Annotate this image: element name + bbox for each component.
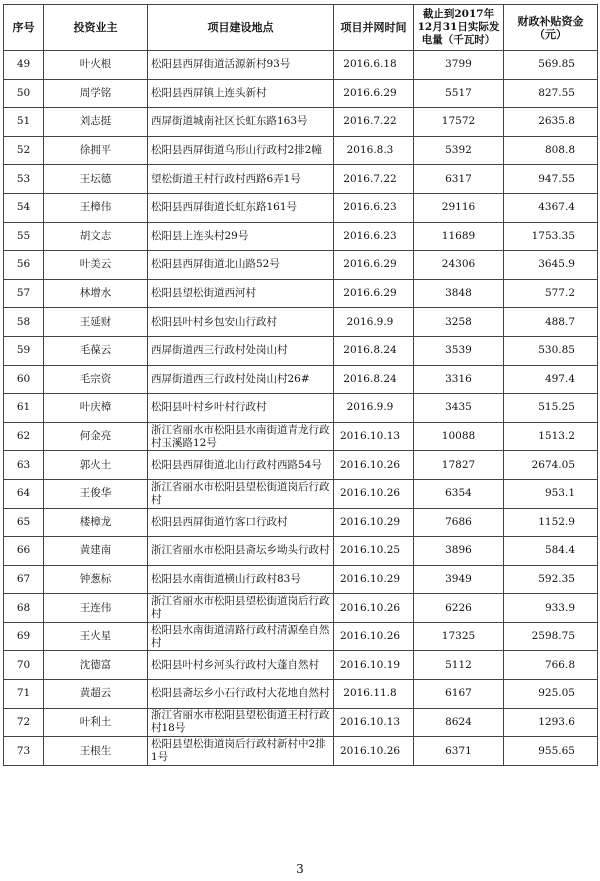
cell-location: 松阳县望松街道西河村 (148, 279, 334, 308)
table-row (4, 651, 598, 680)
cell-generation: 7686 (414, 508, 504, 537)
cell-subsidy: 953.1 (504, 479, 598, 508)
table-row (4, 537, 598, 566)
cell-location: 松阳县西屏街道竹客口行政村 (148, 508, 334, 537)
table-row (4, 365, 598, 394)
cell-subsidy: 2674.05 (504, 451, 598, 480)
cell-subsidy: 1513.2 (504, 422, 598, 451)
cell-generation: 10088 (414, 422, 504, 451)
cell-location: 松阳县西屏街道北山行政村西路54号 (148, 451, 334, 480)
cell-subsidy: 1152.9 (504, 508, 598, 537)
cell-location: 西屏街道城南社区长虹东路163号 (148, 108, 334, 137)
cell-location: 浙江省丽水市松阳县望松街道岗后行政村 (148, 594, 334, 623)
cell-seq: 62 (4, 422, 44, 451)
table-row (4, 451, 598, 480)
cell-seq: 65 (4, 508, 44, 537)
cell-generation: 3896 (414, 537, 504, 566)
table-row (4, 594, 598, 623)
cell-generation: 3258 (414, 308, 504, 337)
cell-subsidy: 497.4 (504, 365, 598, 394)
cell-subsidy: 4367.4 (504, 193, 598, 222)
subsidy-table (3, 4, 598, 766)
cell-generation: 8624 (414, 708, 504, 737)
cell-seq: 60 (4, 365, 44, 394)
cell-subsidy: 1753.35 (504, 222, 598, 251)
table-row (4, 708, 598, 737)
cell-seq: 68 (4, 594, 44, 623)
cell-seq: 70 (4, 651, 44, 680)
cell-subsidy: 530.85 (504, 336, 598, 365)
cell-investor: 叶利土 (44, 708, 148, 737)
header-subsidy: 财政补贴资金（元） (504, 5, 598, 51)
cell-investor: 叶火根 (44, 51, 148, 80)
cell-investor: 刘志挺 (44, 108, 148, 137)
cell-investor: 王连伟 (44, 594, 148, 623)
cell-grid-date: 2016.6.23 (334, 222, 414, 251)
table-row (4, 336, 598, 365)
cell-grid-date: 2016.9.9 (334, 394, 414, 423)
cell-generation: 5517 (414, 79, 504, 108)
cell-generation: 6354 (414, 479, 504, 508)
cell-subsidy: 515.25 (504, 394, 598, 423)
cell-seq: 56 (4, 251, 44, 280)
cell-seq: 73 (4, 737, 44, 766)
cell-subsidy: 955.65 (504, 737, 598, 766)
cell-seq: 52 (4, 136, 44, 165)
cell-location: 松阳县水南街道清路行政村清源垒自然村 (148, 622, 334, 651)
cell-location: 松阳县西屏街道北山路52号 (148, 251, 334, 280)
table-row (4, 165, 598, 194)
cell-generation: 17827 (414, 451, 504, 480)
table-body (4, 51, 598, 766)
cell-investor: 楼樟龙 (44, 508, 148, 537)
cell-investor: 周学铭 (44, 79, 148, 108)
cell-investor: 叶庆樟 (44, 394, 148, 423)
cell-generation: 6226 (414, 594, 504, 623)
cell-grid-date: 2016.6.29 (334, 279, 414, 308)
cell-investor: 毛宗资 (44, 365, 148, 394)
cell-seq: 50 (4, 79, 44, 108)
cell-location: 浙江省丽水市松阳县水南街道青龙行政村玉溪路12号 (148, 422, 334, 451)
cell-subsidy: 947.55 (504, 165, 598, 194)
cell-location: 浙江省丽水市松阳县望松街道王村行政村18号 (148, 708, 334, 737)
cell-generation: 17572 (414, 108, 504, 137)
cell-generation: 5392 (414, 136, 504, 165)
cell-investor: 王根生 (44, 737, 148, 766)
header-investor: 投资业主 (44, 5, 148, 51)
cell-location: 松阳县叶村乡包安山行政村 (148, 308, 334, 337)
cell-generation: 3848 (414, 279, 504, 308)
cell-seq: 59 (4, 336, 44, 365)
cell-seq: 58 (4, 308, 44, 337)
table-row (4, 394, 598, 423)
cell-investor: 林增水 (44, 279, 148, 308)
table-row (4, 422, 598, 451)
cell-seq: 61 (4, 394, 44, 423)
cell-grid-date: 2016.10.29 (334, 565, 414, 594)
cell-investor: 黄建南 (44, 537, 148, 566)
cell-seq: 66 (4, 537, 44, 566)
cell-location: 浙江省丽水市松阳县望松街道岗后行政村 (148, 479, 334, 508)
cell-investor: 郭火土 (44, 451, 148, 480)
cell-seq: 63 (4, 451, 44, 480)
cell-subsidy: 808.8 (504, 136, 598, 165)
cell-investor: 王樟伟 (44, 193, 148, 222)
cell-generation: 5112 (414, 651, 504, 680)
cell-location: 西屏街道西三行政村处岗山村 (148, 336, 334, 365)
cell-investor: 胡文志 (44, 222, 148, 251)
cell-grid-date: 2016.9.9 (334, 308, 414, 337)
cell-investor: 王坛德 (44, 165, 148, 194)
cell-grid-date: 2016.8.24 (334, 336, 414, 365)
cell-seq: 49 (4, 51, 44, 80)
cell-investor: 王火星 (44, 622, 148, 651)
table-row (4, 251, 598, 280)
table-row (4, 565, 598, 594)
cell-seq: 57 (4, 279, 44, 308)
cell-location: 松阳县斋坛乡小石行政村大花地自然村 (148, 680, 334, 709)
cell-grid-date: 2016.7.22 (334, 165, 414, 194)
cell-investor: 毛葆云 (44, 336, 148, 365)
cell-generation: 3539 (414, 336, 504, 365)
cell-subsidy: 569.85 (504, 51, 598, 80)
cell-grid-date: 2016.7.22 (334, 108, 414, 137)
table-row (4, 737, 598, 766)
cell-subsidy: 584.4 (504, 537, 598, 566)
cell-location: 望松街道王村行政村西路6弄1号 (148, 165, 334, 194)
cell-seq: 67 (4, 565, 44, 594)
cell-grid-date: 2016.10.26 (334, 451, 414, 480)
cell-grid-date: 2016.10.26 (334, 622, 414, 651)
cell-subsidy: 2598.75 (504, 622, 598, 651)
cell-subsidy: 577.2 (504, 279, 598, 308)
table-row (4, 193, 598, 222)
cell-location: 浙江省丽水市松阳县斋坛乡坳头行政村 (148, 537, 334, 566)
cell-generation: 3316 (414, 365, 504, 394)
cell-generation: 24306 (414, 251, 504, 280)
cell-grid-date: 2016.10.26 (334, 479, 414, 508)
cell-location: 松阳县叶村乡叶村行政村 (148, 394, 334, 423)
table-row (4, 622, 598, 651)
cell-subsidy: 933.9 (504, 594, 598, 623)
cell-investor: 钟葱标 (44, 565, 148, 594)
cell-seq: 54 (4, 193, 44, 222)
table-row (4, 479, 598, 508)
table-row (4, 108, 598, 137)
table-row (4, 222, 598, 251)
table-header-row (4, 5, 598, 51)
cell-grid-date: 2016.11.8 (334, 680, 414, 709)
cell-location: 松阳县叶村乡河头行政村大蓬自然村 (148, 651, 334, 680)
cell-grid-date: 2016.8.24 (334, 365, 414, 394)
cell-grid-date: 2016.10.29 (334, 508, 414, 537)
cell-subsidy: 1293.6 (504, 708, 598, 737)
cell-subsidy: 827.55 (504, 79, 598, 108)
header-location: 项目建设地点 (148, 5, 334, 51)
cell-location: 松阳县西屏街道活源新村93号 (148, 51, 334, 80)
cell-investor: 沈德富 (44, 651, 148, 680)
cell-subsidy: 2635.8 (504, 108, 598, 137)
cell-grid-date: 2016.6.29 (334, 251, 414, 280)
header-grid-time: 项目并网时间 (334, 5, 414, 51)
cell-seq: 72 (4, 708, 44, 737)
cell-location: 松阳县上连头村29号 (148, 222, 334, 251)
cell-seq: 51 (4, 108, 44, 137)
cell-grid-date: 2016.10.26 (334, 594, 414, 623)
table-row (4, 51, 598, 80)
cell-investor: 王俊华 (44, 479, 148, 508)
cell-grid-date: 2016.6.29 (334, 79, 414, 108)
cell-generation: 3949 (414, 565, 504, 594)
cell-subsidy: 592.35 (504, 565, 598, 594)
cell-subsidy: 925.05 (504, 680, 598, 709)
cell-grid-date: 2016.10.13 (334, 422, 414, 451)
cell-generation: 29116 (414, 193, 504, 222)
cell-generation: 3435 (414, 394, 504, 423)
cell-location: 松阳县水南街道横山行政村83号 (148, 565, 334, 594)
table-row (4, 308, 598, 337)
cell-investor: 叶美云 (44, 251, 148, 280)
cell-grid-date: 2016.10.26 (334, 737, 414, 766)
cell-generation: 3799 (414, 51, 504, 80)
table-row (4, 680, 598, 709)
cell-seq: 53 (4, 165, 44, 194)
cell-seq: 69 (4, 622, 44, 651)
cell-generation: 11689 (414, 222, 504, 251)
table-row (4, 279, 598, 308)
cell-investor: 王延财 (44, 308, 148, 337)
cell-location: 松阳县西屏街道长虹东路161号 (148, 193, 334, 222)
cell-investor: 黄超云 (44, 680, 148, 709)
table-row (4, 79, 598, 108)
cell-grid-date: 2016.8.3 (334, 136, 414, 165)
cell-grid-date: 2016.10.25 (334, 537, 414, 566)
cell-subsidy: 3645.9 (504, 251, 598, 280)
cell-investor: 徐拥平 (44, 136, 148, 165)
cell-generation: 6371 (414, 737, 504, 766)
cell-seq: 71 (4, 680, 44, 709)
header-generation: 截止到2017年12月31日实际发电量（千瓦时） (414, 5, 504, 51)
cell-grid-date: 2016.10.13 (334, 708, 414, 737)
cell-grid-date: 2016.6.23 (334, 193, 414, 222)
cell-generation: 17325 (414, 622, 504, 651)
table-row (4, 136, 598, 165)
cell-seq: 55 (4, 222, 44, 251)
cell-generation: 6317 (414, 165, 504, 194)
cell-location: 松阳县西屏街道乌形山行政村2排2幢 (148, 136, 334, 165)
cell-location: 松阳县望松街道岗后行政村新村中2排1号 (148, 737, 334, 766)
cell-location: 西屏街道西三行政村处岗山村26# (148, 365, 334, 394)
cell-investor: 何金亮 (44, 422, 148, 451)
cell-generation: 6167 (414, 680, 504, 709)
page-number: 3 (296, 862, 304, 876)
cell-seq: 64 (4, 479, 44, 508)
cell-location: 松阳县西屏镇上连头新村 (148, 79, 334, 108)
cell-subsidy: 766.8 (504, 651, 598, 680)
header-seq: 序号 (4, 5, 44, 51)
table-row (4, 508, 598, 537)
cell-subsidy: 488.7 (504, 308, 598, 337)
cell-grid-date: 2016.10.19 (334, 651, 414, 680)
cell-grid-date: 2016.6.18 (334, 51, 414, 80)
